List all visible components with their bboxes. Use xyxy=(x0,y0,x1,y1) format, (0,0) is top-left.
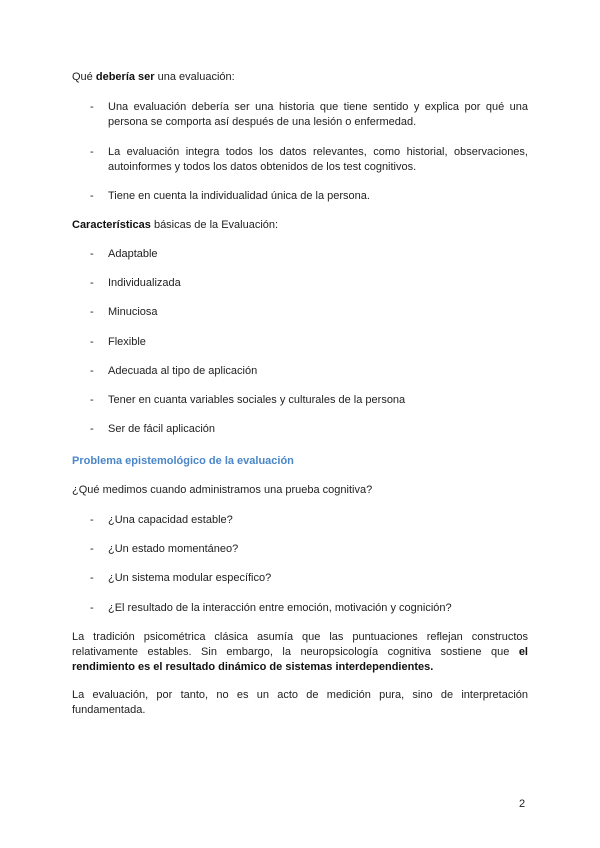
bullet-dash: - xyxy=(90,423,94,435)
intro-paragraph xyxy=(72,70,528,85)
list-item-text: Adaptable xyxy=(108,248,158,260)
list-item-text: ¿Un estado momentáneo? xyxy=(108,543,239,555)
bullet-dash: - xyxy=(90,101,94,113)
list-item-text: Una evaluación debería ser una historia que tiene sentido y explica por qué una persona se comporta así después de una lesión o enfermedad. xyxy=(108,101,528,128)
intro-text: Qué xyxy=(72,71,96,83)
bullet-dash: - xyxy=(90,365,94,377)
list-item-text: Adecuada al tipo de aplicación xyxy=(108,365,258,377)
bullet-dash: - xyxy=(90,248,94,260)
bullet-dash: - xyxy=(90,572,94,584)
conclusion-paragraph: La evaluación, por tanto, no es un acto de medición pura, sino de interpretación fundamentada. xyxy=(72,689,528,716)
characteristics-intro xyxy=(72,218,528,233)
tradition-bold: el rendimiento es el resultado dinámico de sistemas interdependientes. xyxy=(72,646,528,673)
intro-text-end: una evaluación: xyxy=(154,71,235,83)
list-item-text: ¿Una capacidad estable? xyxy=(108,514,233,526)
list-item-text: ¿El resultado de la interacción entre emoción, motivación y cognición? xyxy=(108,602,452,614)
bullet-dash: - xyxy=(90,190,94,202)
list-item-text: Flexible xyxy=(108,336,146,348)
page-number: 2 xyxy=(519,798,526,810)
section-heading: Problema epistemológico de la evaluación xyxy=(72,455,294,467)
bullet-dash: - xyxy=(90,394,94,406)
bullet-dash: - xyxy=(90,277,94,289)
intro-bold: debería ser xyxy=(95,71,155,83)
characteristics-text: básicas de la Evaluación: xyxy=(150,219,279,231)
list-item-text: Ser de fácil aplicación xyxy=(108,423,216,435)
bullet-dash: - xyxy=(90,336,94,348)
tradition-paragraph xyxy=(72,630,528,675)
list-item-text: Individualizada xyxy=(108,277,181,289)
bullet-dash: - xyxy=(90,543,94,555)
question-paragraph: ¿Qué medimos cuando administramos una prueba cognitiva? xyxy=(72,484,373,496)
bullet-dash: - xyxy=(90,306,94,318)
list-item-text: La evaluación integra todos los datos relevantes, como historial, observaciones, autoinformes y todos los datos obtenidos de los test cognitivos. xyxy=(108,146,528,173)
list-item-text: Tiene en cuenta la individualidad única de la persona. xyxy=(108,190,370,202)
list-item-text: Tener en cuanta variables sociales y culturales de la persona xyxy=(108,394,406,406)
bullet-dash: - xyxy=(90,602,94,614)
bullet-dash: - xyxy=(90,146,94,158)
bullet-dash: - xyxy=(90,514,94,526)
tradition-text: La tradición psicométrica clásica asumía que las puntuaciones reflejan constructos relativamente estables. Sin embargo, la neuropsicología cognitiva sostiene que xyxy=(72,631,528,658)
characteristics-bold: Características xyxy=(72,219,151,231)
list-item-text: Minuciosa xyxy=(108,306,158,318)
list-item-text: ¿Un sistema modular específico? xyxy=(108,572,272,584)
